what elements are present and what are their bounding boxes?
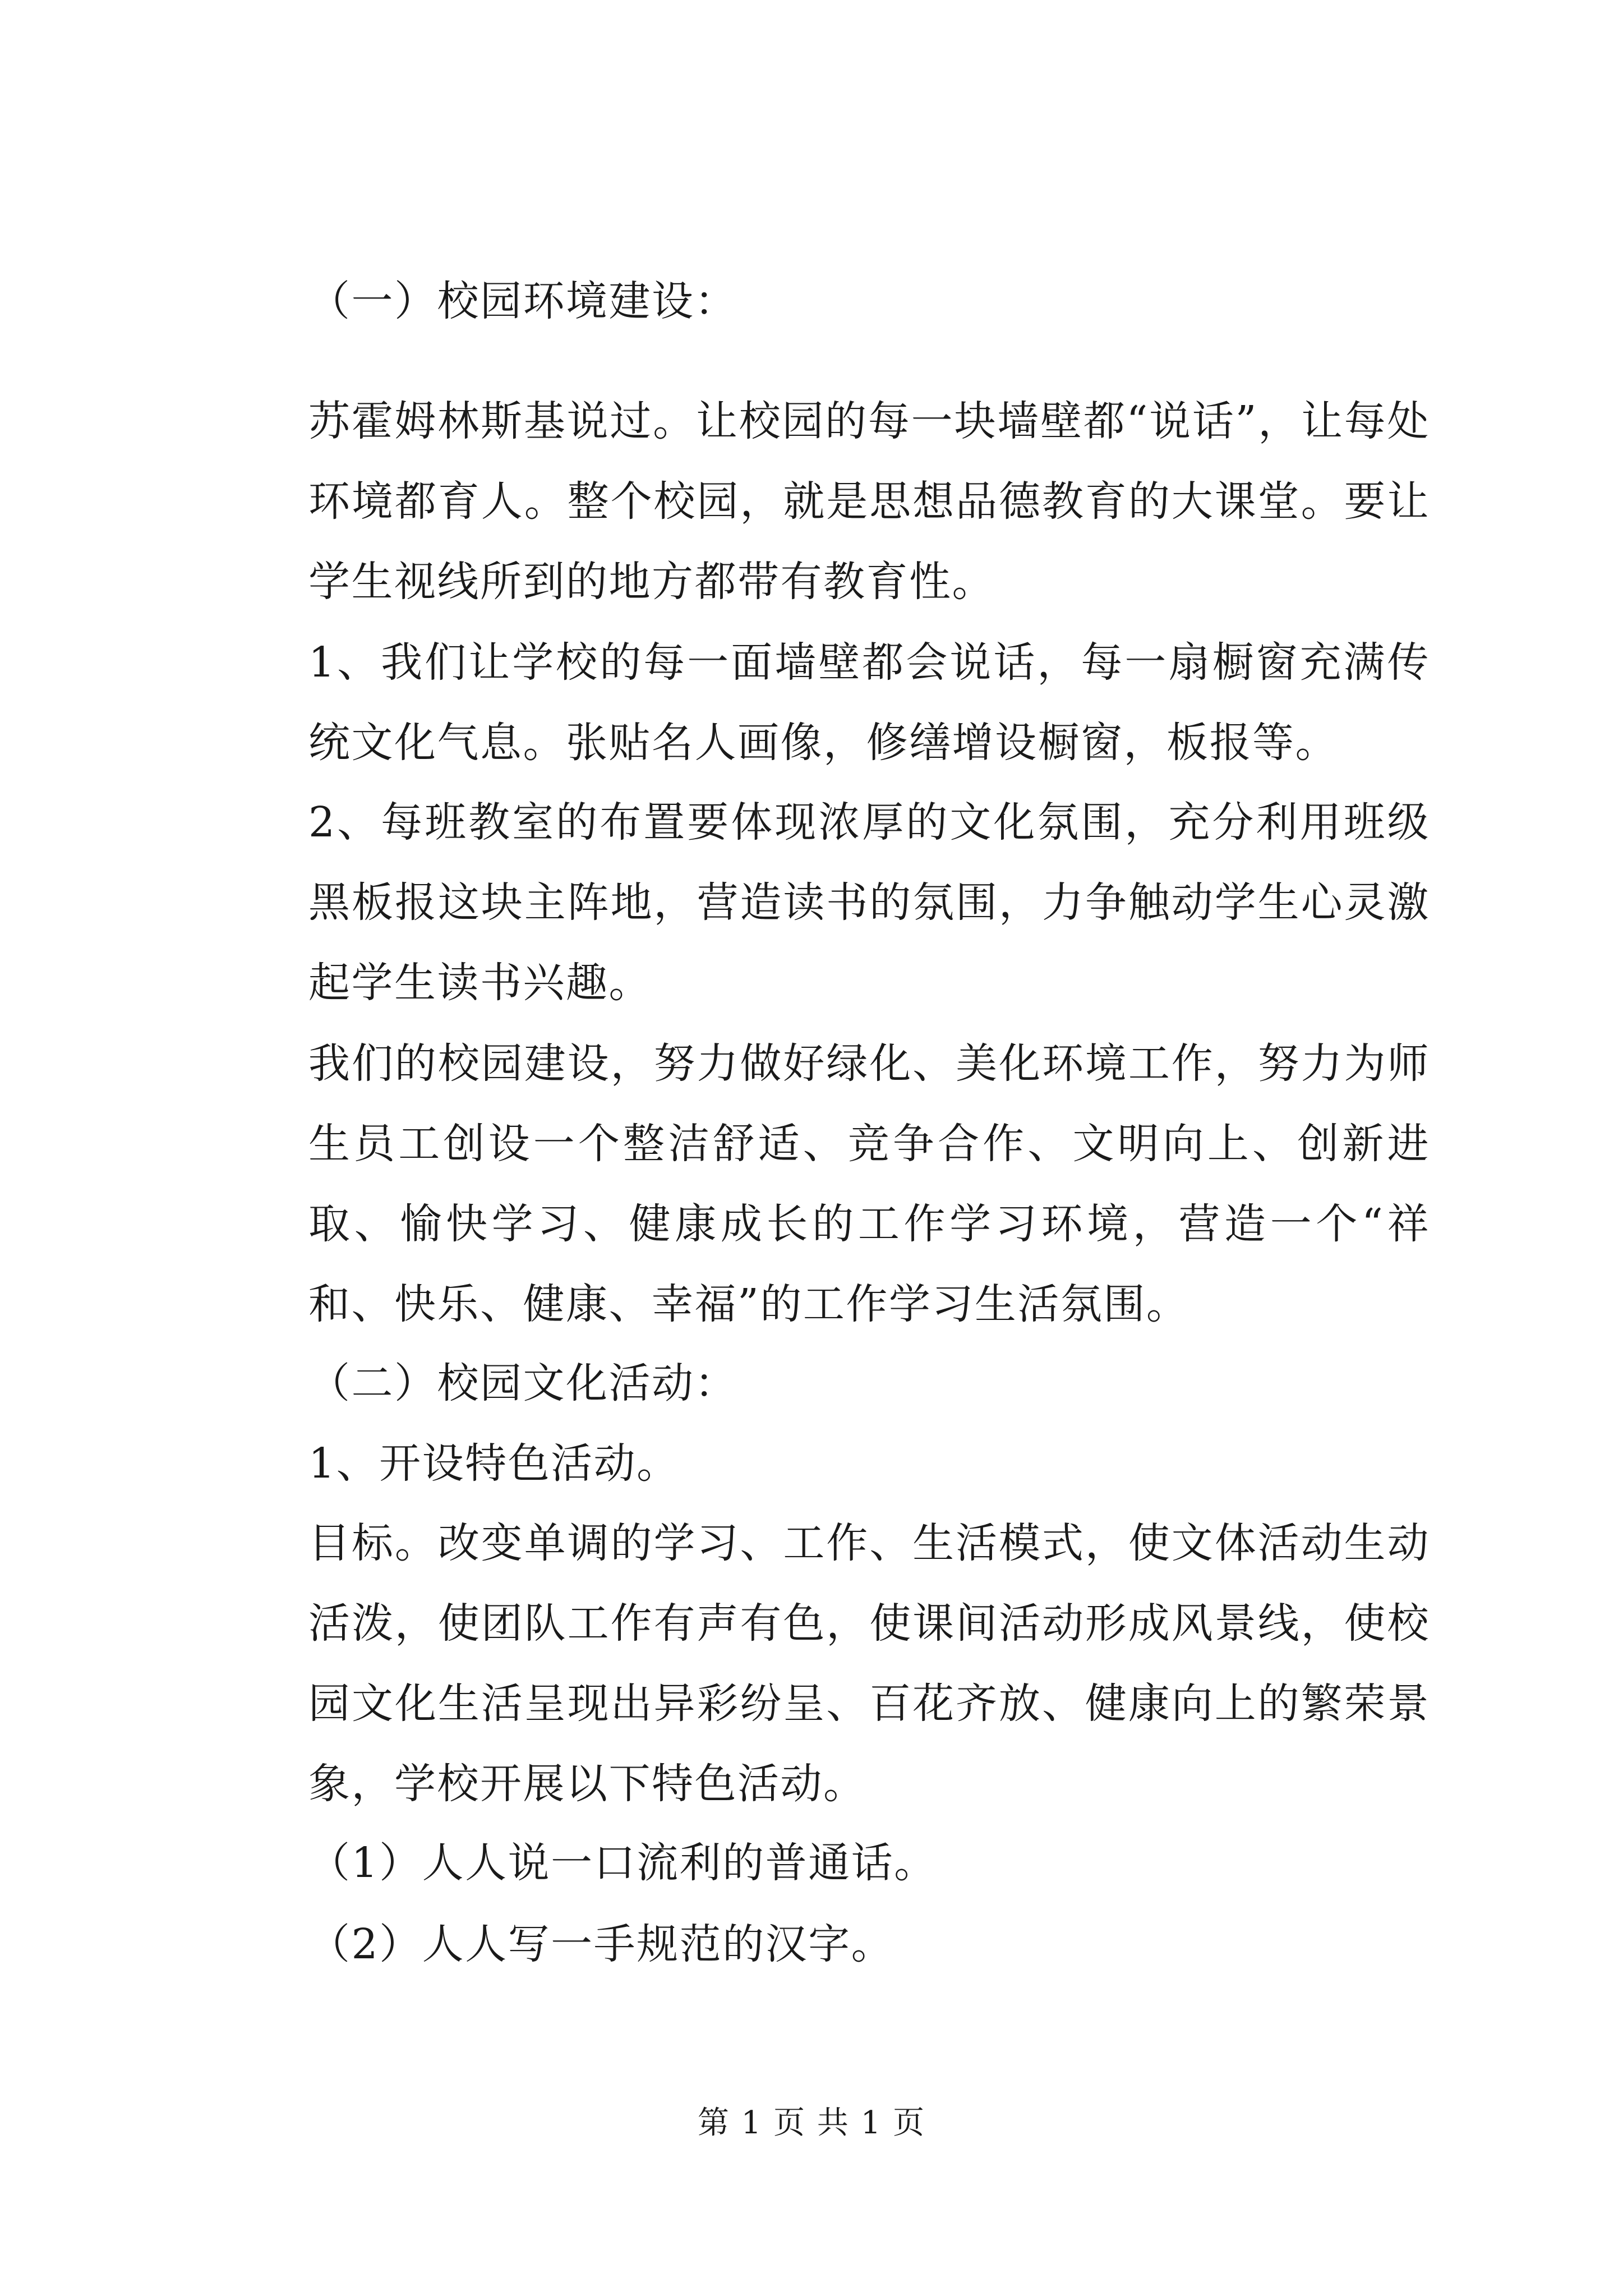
- page-footer: 第 1 页 共 1 页: [697, 2105, 926, 2141]
- paragraph-suhomlinsky-quote: 苏霍姆林斯基说过。让校园的每一块墙壁都“说话”，让每处环境都育人。整个校园，就是思想品德教育的大课堂。要让学生视线所到的地方都带有教育性。: [308, 397, 1430, 606]
- list-item-handwriting: （2）人人写一手规范的汉字。: [308, 1920, 895, 1968]
- paragraph-goals: 目标。改变单调的学习、工作、生活模式，使文体活动生动活泼，使团队工作有声有色，使课间活动形成风景线，使校园文化生活呈现出异彩纷呈、百花齐放、健康向上的繁荣景象，学校开展以下特色活动。: [308, 1519, 1430, 1808]
- paragraph-campus-construction: 我们的校园建设，努力做好绿化、美化环境工作，努力为师生员工创设一个整洁舒适、竞争合作、文明向上、创新进取、愉快学习、健康成长的工作学习环境，营造一个“祥和、快乐、健康、幸福”的工作学习生活氛围。: [308, 1039, 1430, 1328]
- paragraph-item-2-classroom: 2、每班教室的布置要体现浓厚的文化氛围，充分利用班级黑板报这块主阵地，营造读书的氛围，力争触动学生心灵激起学生读书兴趣。: [308, 798, 1430, 1007]
- section-heading-campus-environment: （一）校园环境建设：: [308, 277, 737, 325]
- paragraph-item-1-walls: 1、我们让学校的每一面墙壁都会说话，每一扇橱窗充满传统文化气息。张贴名人画像，修缮增设橱窗，板报等。: [308, 638, 1430, 767]
- paragraph-item-1-special-activities: 1、开设特色活动。: [308, 1439, 680, 1488]
- list-item-mandarin: （1）人人说一口流利的普通话。: [308, 1839, 937, 1887]
- section-heading-campus-culture: （二）校园文化活动：: [308, 1359, 737, 1407]
